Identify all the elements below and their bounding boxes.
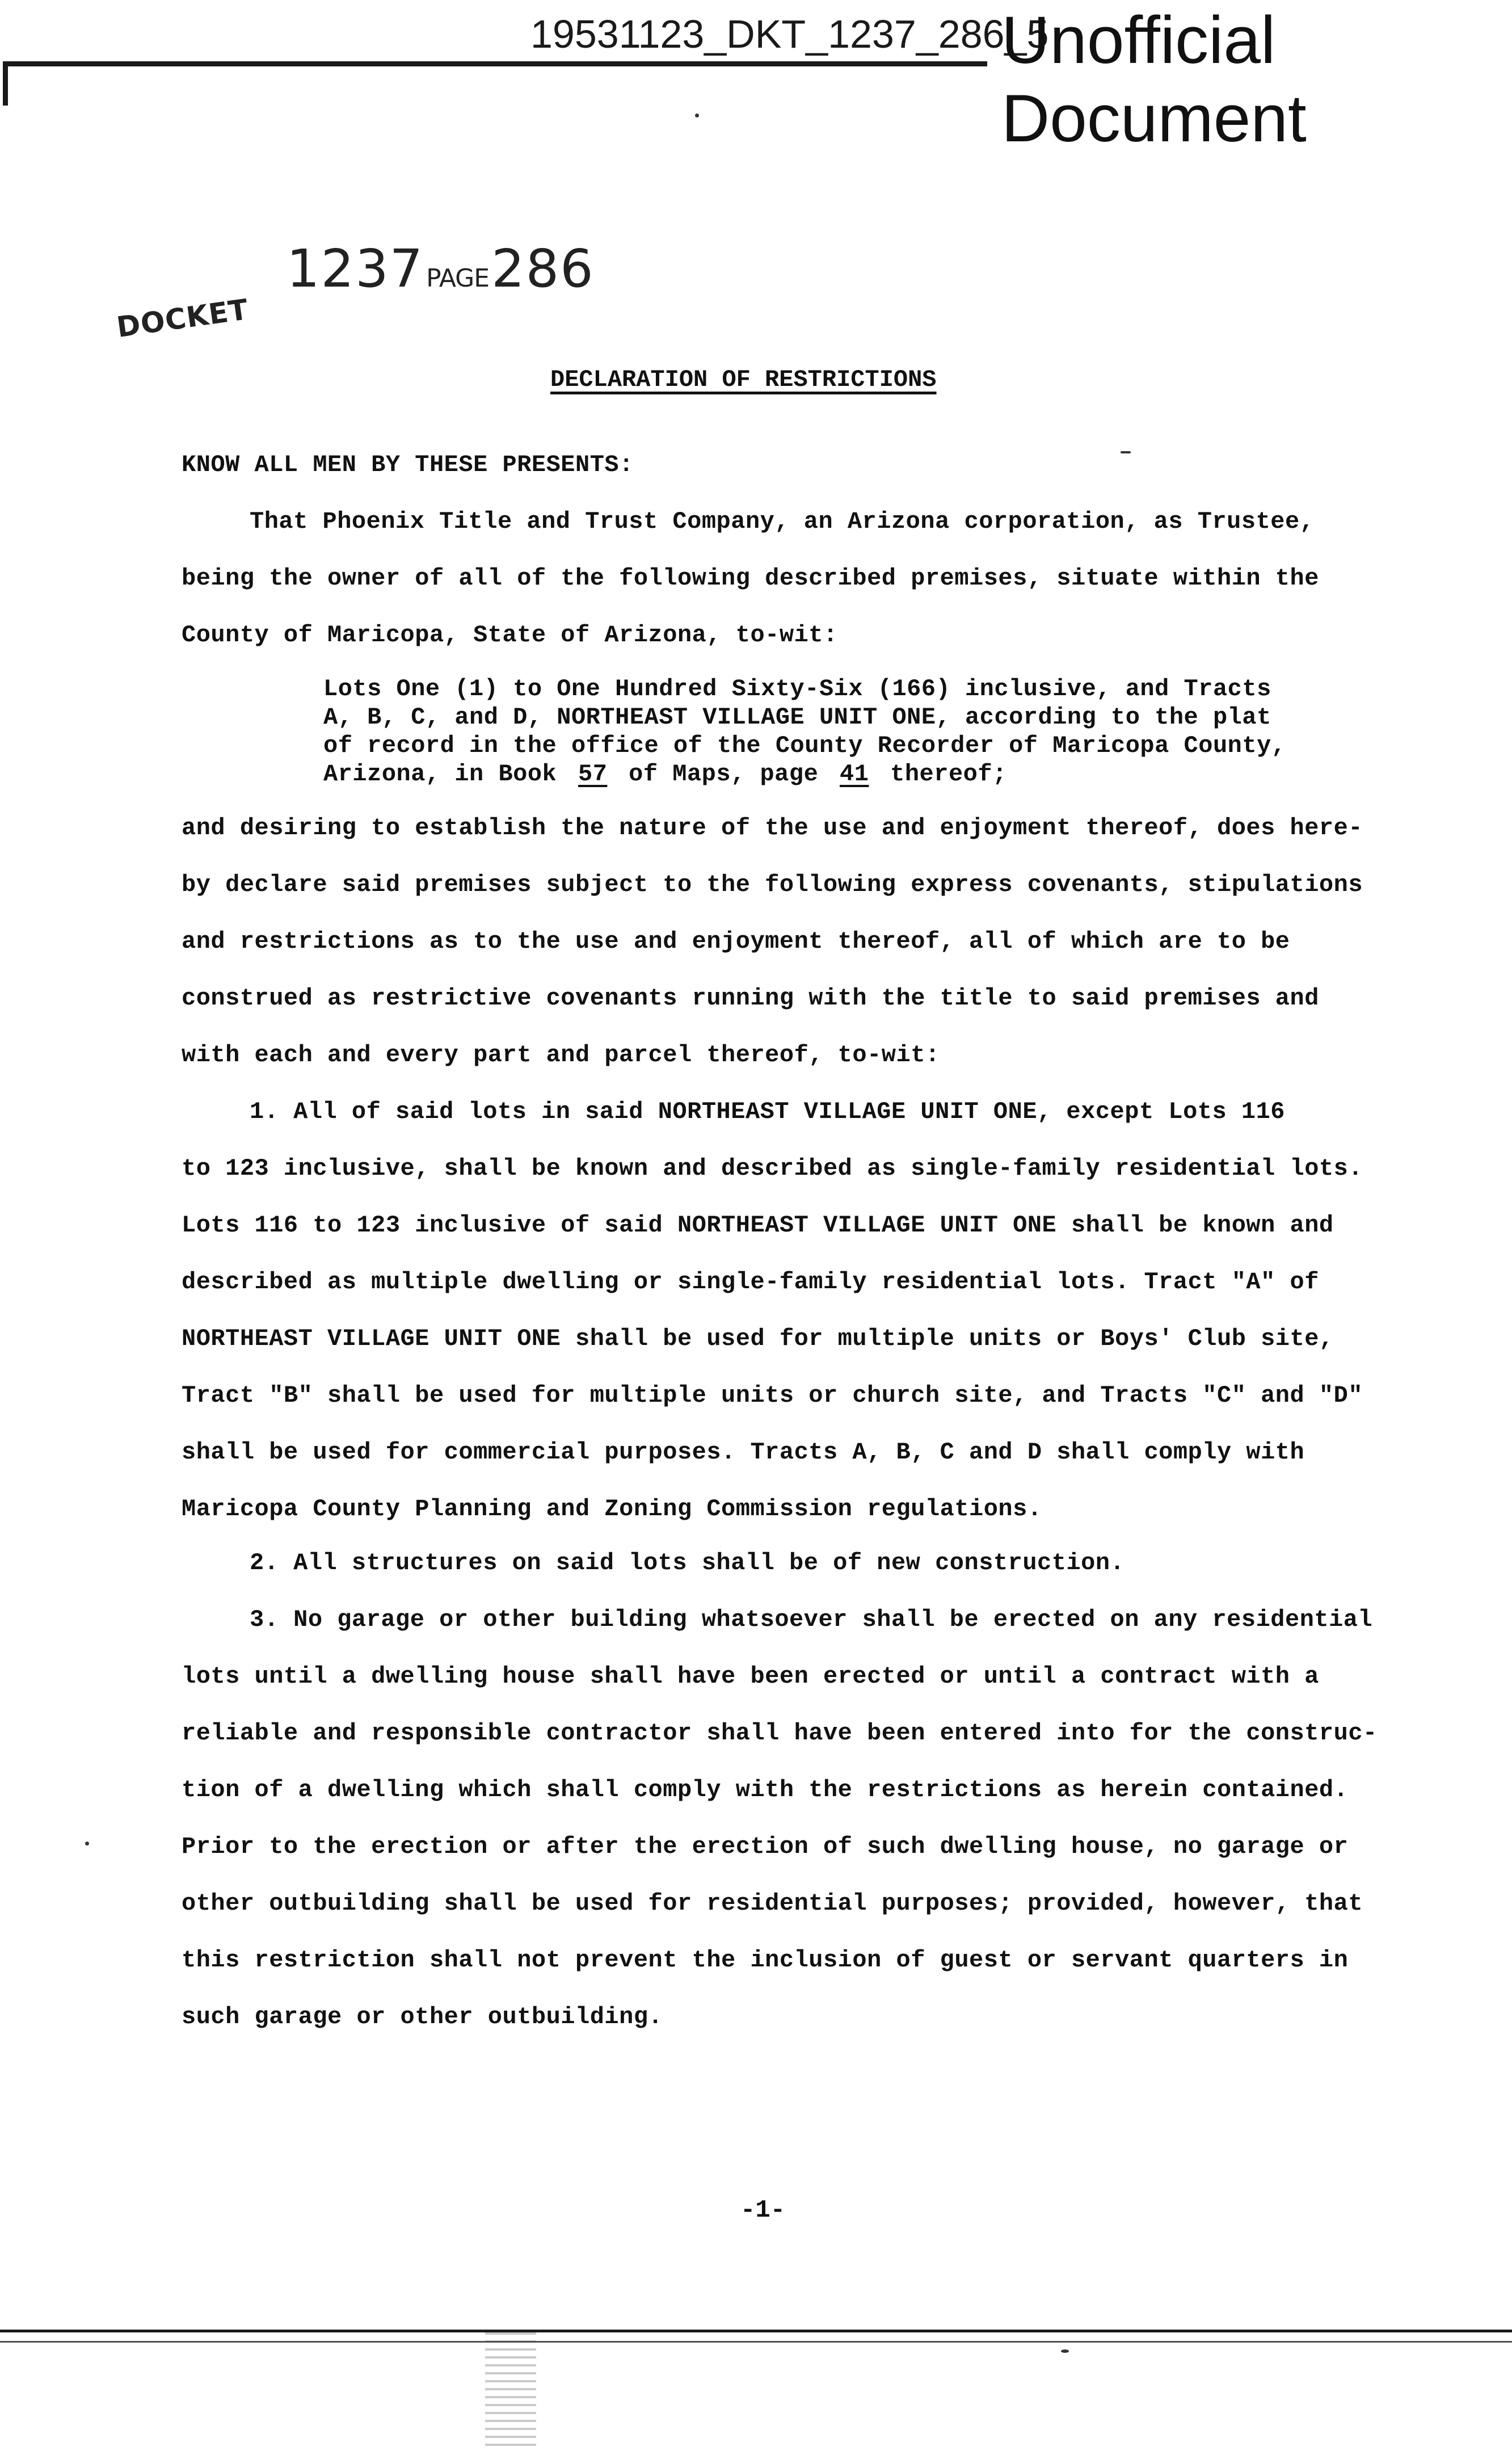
scan-speck <box>695 113 699 117</box>
scan-speck <box>1121 451 1131 453</box>
top-border-corner <box>3 61 8 106</box>
bottom-border-line-secondary <box>0 2341 1512 2343</box>
scan-speck <box>85 1842 89 1846</box>
scan-smudge <box>485 2332 536 2452</box>
restriction-1-line: Tract "B" shall be used for multiple units or church site, and Tracts "C" and "D" <box>182 1382 1363 1409</box>
intro-line: That Phoenix Title and Trust Company, an Arizona corporation, as Trustee, <box>250 508 1315 535</box>
scan-speck <box>1061 2349 1069 2353</box>
restriction-1-line: NORTHEAST VILLAGE UNIT ONE shall be used for multiple units or Boys' Club site, <box>182 1325 1334 1352</box>
restriction-3-line: such garage or other outbuilding. <box>182 2003 663 2031</box>
restriction-3-line: this restriction shall not prevent the inclusion of guest or servant quarters in <box>182 1947 1349 1974</box>
intro-line: being the owner of all of the following described premises, situate within the <box>182 565 1319 592</box>
restriction-1-line: 1. All of said lots in said NORTHEAST VILLAGE UNIT ONE, except Lots 116 <box>250 1098 1285 1125</box>
book-value: 57 <box>578 760 608 788</box>
restriction-1-line: Maricopa County Planning and Zoning Commission regulations. <box>182 1495 1042 1523</box>
document-id: 19531123_DKT_1237_286_5 <box>530 12 1049 56</box>
legal-description-line: A, B, C, and D, NORTHEAST VILLAGE UNIT ONE, according to the plat <box>323 704 1271 731</box>
declaration-line: by declare said premises subject to the following express covenants, stipulations <box>182 871 1363 898</box>
restriction-1-line: described as multiple dwelling or single-family residential lots. Tract "A" of <box>182 1268 1319 1296</box>
restriction-1-line: to 123 inclusive, shall be known and described as single-family residential lots. <box>182 1155 1363 1182</box>
restriction-1-line: shall be used for commercial purposes. Tracts A, B, C and D shall comply with <box>182 1439 1305 1466</box>
salutation: KNOW ALL MEN BY THESE PRESENTS: <box>182 451 634 478</box>
page-number: -1- <box>740 2196 786 2225</box>
page-number-stamp: 286 <box>491 238 595 299</box>
document-title: DECLARATION OF RESTRICTIONS <box>550 366 937 393</box>
restriction-3-line: tion of a dwelling which shall comply with the restrictions as herein contained. <box>182 1776 1349 1804</box>
declaration-line: and desiring to establish the nature of the use and enjoyment thereof, does here- <box>182 814 1363 842</box>
restriction-2: 2. All structures on said lots shall be of new construction. <box>250 1549 1125 1577</box>
restriction-3-line: lots until a dwelling house shall have been erected or until a contract with a <box>182 1663 1319 1690</box>
intro-line: County of Maricopa, State of Arizona, to-wit: <box>182 621 838 649</box>
docket-stamp: DOCKET <box>115 293 251 344</box>
declaration-line: with each and every part and parcel thereof, to-wit: <box>182 1041 940 1069</box>
book-page-stamp <box>287 238 595 299</box>
bottom-border-line <box>0 2330 1512 2332</box>
page-value: 41 <box>840 760 869 788</box>
top-border-line <box>3 61 987 66</box>
restriction-3-line: reliable and responsible contractor shall have been entered into for the construc- <box>182 1720 1378 1747</box>
restriction-3-line: 3. No garage or other building whatsoever shall be erected on any residential <box>250 1606 1373 1633</box>
restriction-3-line: Prior to the erection or after the erection of such dwelling house, no garage or <box>182 1833 1349 1860</box>
legal-description-line: Lots One (1) to One Hundred Sixty-Six (166) inclusive, and Tracts <box>323 675 1271 703</box>
restriction-1-line: Lots 116 to 123 inclusive of said NORTHEAST VILLAGE UNIT ONE shall be known and <box>182 1212 1334 1239</box>
unofficial-watermark: Unofficial Document <box>1001 3 1307 156</box>
legal-description-line: of record in the office of the County Recorder of Maricopa County, <box>323 732 1286 759</box>
declaration-line: construed as restrictive covenants running with the title to said premises and <box>182 985 1319 1012</box>
page-label: PAGE <box>426 264 490 293</box>
legal-description-line: Arizona, in Book 57 of Maps, page 41 thereof; <box>323 760 1007 788</box>
book-number: 1237 <box>287 238 424 299</box>
declaration-line: and restrictions as to the use and enjoyment thereof, all of which are to be <box>182 928 1290 955</box>
restriction-3-line: other outbuilding shall be used for residential purposes; provided, however, that <box>182 1890 1363 1917</box>
